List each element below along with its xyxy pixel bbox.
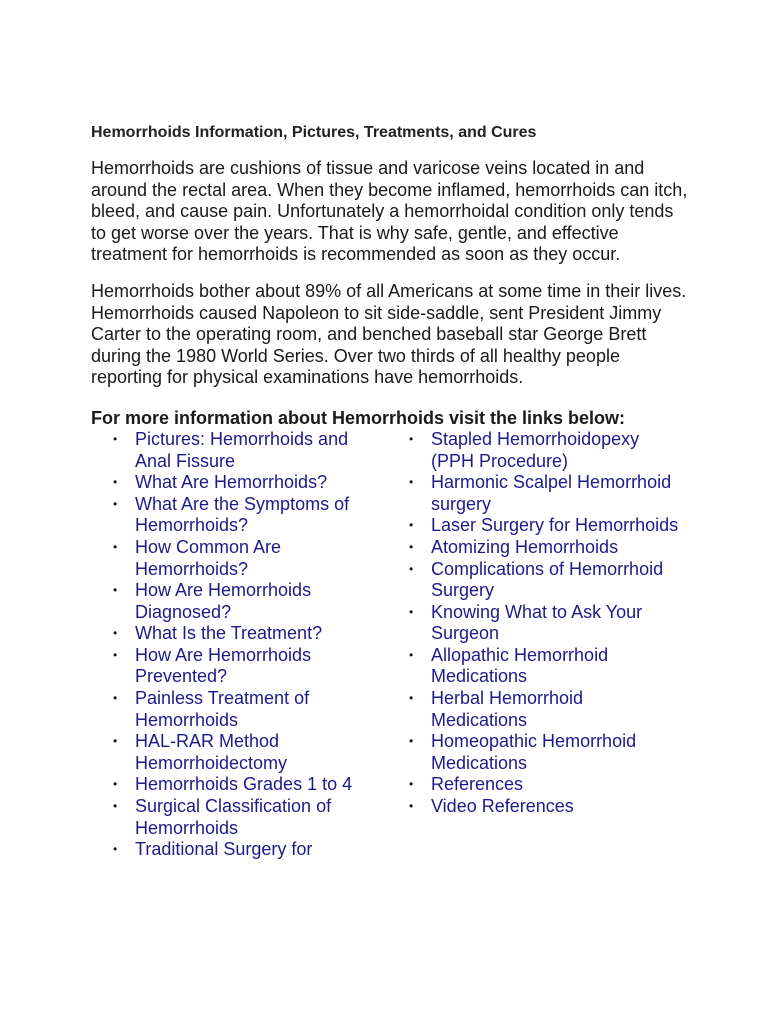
- list-item: [113, 494, 363, 537]
- bullet-icon: •: [409, 734, 414, 749]
- link-allopathic[interactable]: Allopathic Hemorrhoid Medications: [431, 644, 609, 687]
- list-item: [409, 429, 679, 472]
- list-item: [113, 839, 363, 861]
- list-item: [113, 580, 363, 623]
- facts-paragraph: Hemorrhoids bother about 89% of all Americans at some time in their lives. Hemorrhoids caused Napoleon to sit side-saddle, sent President Jimmy Carter to the operating room, and benched baseball star George Brett during the 1980 World Series. Over two thirds of all healthy people reporting for physical examinations have hemorrhoids.: [91, 280, 687, 388]
- bullet-icon: •: [113, 431, 118, 446]
- link-symptoms[interactable]: What Are the Symptoms of Hemorrhoids?: [135, 493, 350, 536]
- link-treatment[interactable]: What Is the Treatment?: [135, 623, 323, 644]
- document-title: Hemorrhoids Information, Pictures, Treatments, and Cures: [91, 124, 537, 141]
- list-item: [113, 472, 363, 494]
- list-item: [409, 602, 679, 645]
- bullet-icon: •: [113, 496, 118, 511]
- bullet-icon: •: [409, 561, 414, 576]
- bullet-icon: •: [113, 799, 118, 814]
- list-item: [113, 645, 363, 688]
- link-harmonic-scalpel[interactable]: Harmonic Scalpel Hemorrhoid surgery: [431, 472, 672, 514]
- list-item: [409, 688, 679, 731]
- link-herbal[interactable]: Herbal Hemorrhoid Medications: [431, 688, 584, 730]
- link-ask-surgeon[interactable]: Knowing What to Ask Your Surgeon: [431, 601, 643, 644]
- bullet-icon: •: [409, 518, 414, 533]
- list-item: [409, 731, 679, 774]
- bullet-icon: •: [409, 691, 414, 706]
- links-heading: For more information about Hemorrhoids visit the links below:: [91, 407, 626, 428]
- link-laser-surgery[interactable]: Laser Surgery for Hemorrhoids: [431, 515, 679, 536]
- list-item: [113, 731, 363, 774]
- link-how-common[interactable]: How Common Are Hemorrhoids?: [135, 536, 282, 579]
- links-list-left: [113, 429, 363, 861]
- link-surgical-classification[interactable]: Surgical Classification of Hemorrhoids: [135, 796, 332, 838]
- bullet-icon: •: [409, 431, 414, 446]
- list-item: [113, 796, 363, 839]
- bullet-icon: •: [113, 734, 118, 749]
- bullet-icon: •: [113, 475, 118, 490]
- link-hal-rar[interactable]: HAL-RAR Method Hemorrhoidectomy: [135, 731, 288, 773]
- bullet-icon: •: [409, 647, 414, 662]
- bullet-icon: •: [409, 799, 414, 814]
- bullet-icon: •: [113, 647, 118, 662]
- link-complications[interactable]: Complications of Hemorrhoid Surgery: [431, 558, 664, 601]
- links-columns: [91, 429, 691, 869]
- link-pictures[interactable]: Pictures: Hemorrhoids and Anal Fissure: [135, 428, 349, 471]
- link-grades[interactable]: Hemorrhoids Grades 1 to 4: [135, 774, 353, 795]
- link-video-references[interactable]: Video References: [431, 796, 574, 817]
- bullet-icon: •: [409, 777, 414, 792]
- list-item: [113, 623, 363, 645]
- link-atomizing[interactable]: Atomizing Hemorrhoids: [431, 536, 619, 557]
- intro-paragraph: Hemorrhoids are cushions of tissue and varicose veins located in and around the rectal area. When they become inflamed, hemorrhoids can itch, bleed, and cause pain. Unfortunately a hemorrhoidal condition only tends to get worse over the years. That is why safe, gentle, and effective treatment for hemorrhoids is recommended as soon as they occur.: [91, 158, 688, 265]
- list-item: [409, 537, 679, 559]
- list-item: [409, 645, 679, 688]
- link-what-are-hemorrhoids[interactable]: What Are Hemorrhoids?: [135, 472, 328, 493]
- link-stapled-hemorrhoidopexy[interactable]: Stapled Hemorrhoidopexy (PPH Procedure): [431, 428, 640, 471]
- bullet-icon: •: [113, 691, 118, 706]
- bullet-icon: •: [113, 539, 118, 554]
- link-diagnosed[interactable]: How Are Hemorrhoids Diagnosed?: [135, 580, 312, 622]
- link-references[interactable]: References: [431, 774, 524, 795]
- list-item: [409, 796, 679, 818]
- bullet-icon: •: [409, 475, 414, 490]
- list-item: [113, 774, 363, 796]
- list-item: [409, 774, 679, 796]
- list-item: [409, 559, 679, 602]
- list-item: [113, 537, 363, 580]
- bullet-icon: •: [409, 604, 414, 619]
- link-homeopathic[interactable]: Homeopathic Hemorrhoid Medications: [431, 731, 637, 773]
- list-item: [113, 429, 363, 472]
- bullet-icon: •: [113, 626, 118, 641]
- document-page: [91, 123, 691, 869]
- bullet-icon: •: [113, 842, 118, 857]
- list-item: [409, 515, 679, 537]
- link-prevented[interactable]: How Are Hemorrhoids Prevented?: [135, 644, 312, 687]
- bullet-icon: •: [113, 777, 118, 792]
- list-item: [409, 472, 679, 515]
- link-painless-treatment[interactable]: Painless Treatment of Hemorrhoids: [135, 688, 310, 730]
- bullet-icon: •: [409, 539, 414, 554]
- list-item: [113, 688, 363, 731]
- links-list-right: [409, 429, 679, 818]
- link-traditional-surgery[interactable]: Traditional Surgery for: [135, 839, 313, 860]
- bullet-icon: •: [113, 583, 118, 598]
